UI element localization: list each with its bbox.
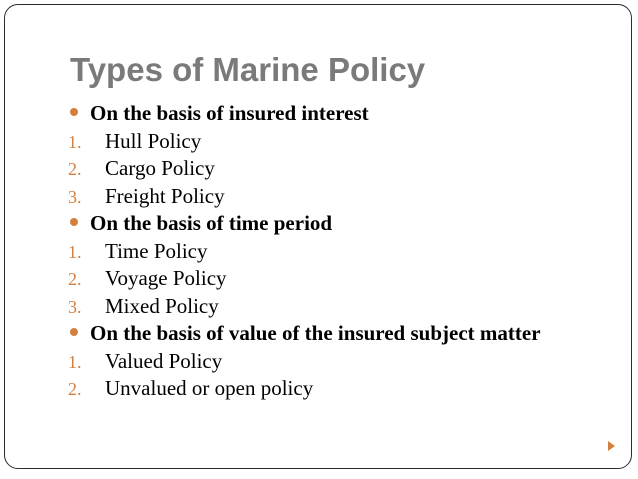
slide-title: Types of Marine Policy <box>70 51 426 88</box>
list-item <box>68 128 628 156</box>
list-item <box>68 238 628 266</box>
item-label: Mixed Policy <box>105 293 219 318</box>
item-label: Time Policy <box>105 238 208 263</box>
section-heading <box>68 100 628 128</box>
item-label: Voyage Policy <box>105 266 227 290</box>
section-heading <box>68 210 628 238</box>
section-heading-text: On the basis of value of the insured subject matter <box>90 321 541 345</box>
section-heading-text: On the basis of time period <box>90 211 333 235</box>
item-number: 2. <box>68 159 82 179</box>
item-number: 3. <box>68 296 82 317</box>
slide-content <box>68 100 628 403</box>
item-number: 3. <box>68 186 82 207</box>
list-item <box>68 375 628 403</box>
item-label: Freight Policy <box>105 183 225 208</box>
item-number: 1. <box>68 131 82 152</box>
list-item <box>68 265 628 293</box>
item-label: Unvalued or open policy <box>105 376 314 400</box>
item-number: 1. <box>68 351 82 372</box>
item-number: 2. <box>68 269 82 289</box>
section-heading <box>68 320 628 348</box>
list-item <box>68 293 628 321</box>
list-item <box>68 348 628 376</box>
section-heading-text: On the basis of insured interest <box>90 101 369 125</box>
item-label: Hull Policy <box>105 128 202 153</box>
item-label: Valued Policy <box>105 348 223 373</box>
list-item <box>68 183 628 211</box>
next-slide-arrow-icon[interactable] <box>608 441 615 451</box>
item-label: Cargo Policy <box>105 156 215 180</box>
item-number: 1. <box>68 241 82 262</box>
list-item <box>68 155 628 183</box>
item-number: 2. <box>68 379 82 399</box>
